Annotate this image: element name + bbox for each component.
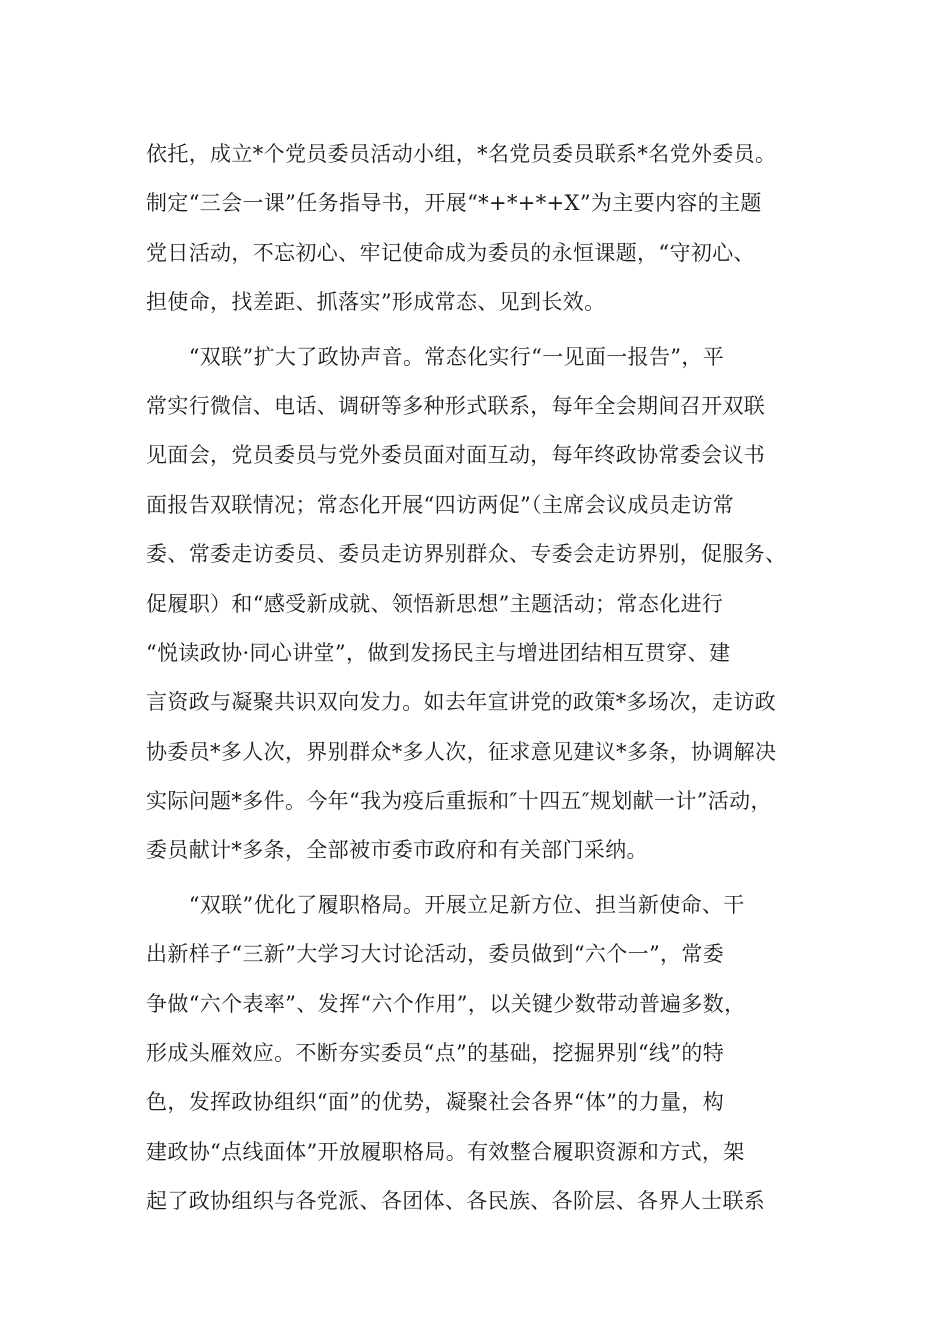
text-line: 促履职）和“感受新成就、领悟新思想”主题活动；常态化进行: [146, 591, 724, 616]
text-line: 形成头雁效应。不断夯实委员“点”的基础，挖掘界别“线”的特: [146, 1041, 725, 1066]
text-line: 实际问题*多件。今年“我为疫后重振和″十四五″规划献一计”活动，: [146, 789, 772, 814]
text-line: 协委员*多人次，界别群众*多人次，征求意见建议*多条，协调解决: [146, 739, 777, 764]
text-line: 色，发挥政协组织“面”的优势，凝聚社会各界“体”的力量，构: [146, 1090, 725, 1115]
body-text: [146, 130, 816, 1227]
text-line: 制定“三会一课”任务指导书，开展“*+*+*+X”为主要内容的主题: [146, 191, 762, 216]
text-line: 依托，成立*个党员委员活动小组，*名党员委员联系*名党外委员。: [146, 142, 777, 166]
text-line: “悦读政协·同心讲堂”，做到发扬民主与增进团结相互贯穿、建: [146, 640, 731, 665]
text-line: 建政协“点线面体”开放履职格局。有效整合履职资源和方式，架: [146, 1139, 745, 1164]
text-line: 起了政协组织与各党派、各团体、各民族、各阶层、各界人士联系: [146, 1189, 766, 1214]
text-line: 争做“六个表率”、发挥“六个作用”，以关键少数带动普遍多数，: [146, 991, 746, 1016]
text-line: 言资政与凝聚共识双向发力。如去年宣讲党的政策*多场次，走访政: [146, 690, 776, 715]
text-line: 党日活动，不忘初心、牢记使命成为委员的永恒课题，“守初心、: [146, 240, 755, 265]
text-line: 担使命，找差距、抓落实”形成常态、见到长效。: [146, 290, 606, 315]
text-line: 出新样子“三新”大学习大讨论活动，委员做到“六个一”，常委: [146, 942, 725, 967]
text-line: 常实行微信、电话、调研等多种形式联系，每年全会期间召开双联: [146, 393, 766, 418]
text-line: 委员献计*多条，全部被市委市政府和有关部门采纳。: [146, 838, 648, 863]
text-line: 面报告双联情况；常态化开展“四访两促”（主席会议成员走访常: [146, 492, 735, 517]
text-line: “双联”扩大了政协声音。常态化实行“一见面一报告”，平: [146, 344, 725, 369]
text-line: “双联”优化了履职格局。开展立足新方位、担当新使命、干: [146, 892, 745, 917]
text-line: 见面会，党员委员与党外委员面对面互动，每年终政协常委会议书: [146, 443, 766, 468]
text-line: 委、常委走访委员、委员走访界别群众、专委会走访界别，促服务、: [146, 542, 787, 567]
